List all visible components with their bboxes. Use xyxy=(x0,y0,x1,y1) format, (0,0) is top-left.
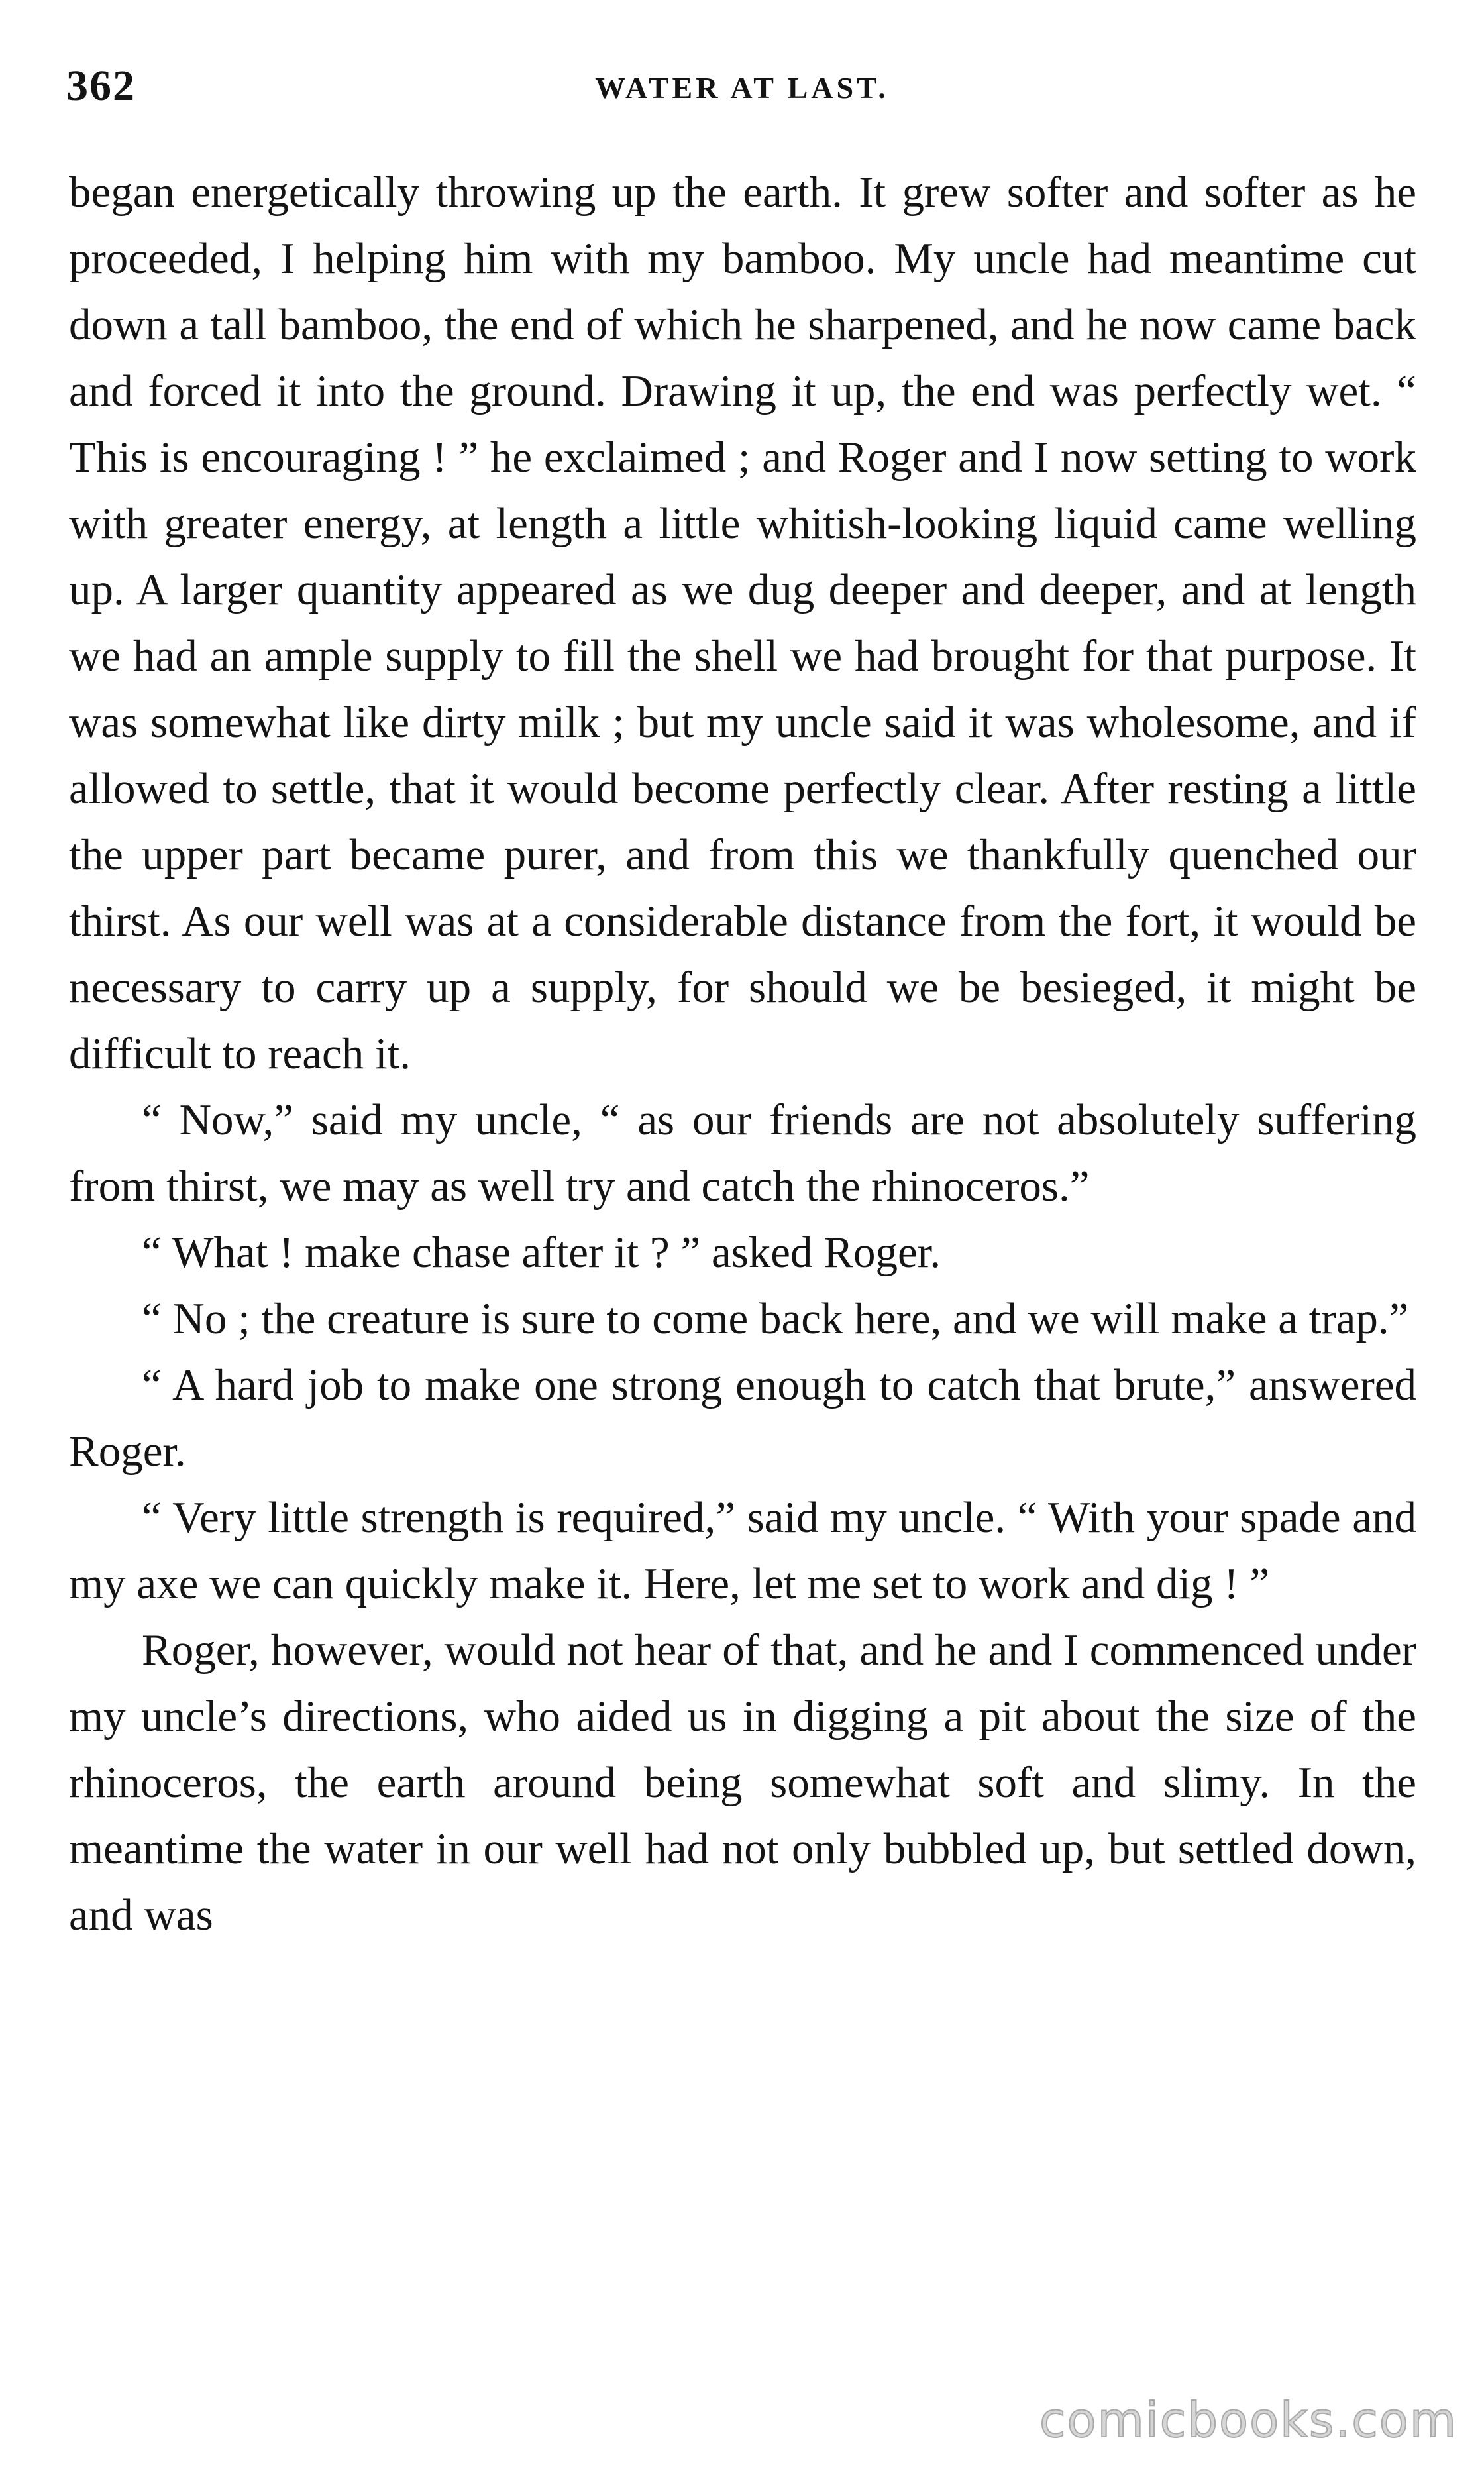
paragraph-make-trap: “ No ; the creature is sure to come back here, and we will make a trap.” xyxy=(142,1294,1409,1343)
running-head xyxy=(66,61,1418,121)
paragraph-digging-pit: Roger, however, would not hear of that, and he and I commenced under my uncle’s directions, who aided us in digging a pit about the size of the rhinoceros, the earth around being somewhat soft and slimy. In the meantime the water in our well had not only bubbled up, but settled down, and was xyxy=(69,1625,1416,1940)
running-title: WATER AT LAST. xyxy=(595,71,889,105)
watermark: comicbooks.com xyxy=(1039,2392,1458,2448)
paragraph-little-strength: “ Very little strength is required,” said my uncle. “ With your spade and my axe we can quickly make it. Here, let me set to work and dig ! ” xyxy=(69,1493,1416,1608)
paragraph-hard-job: “ A hard job to make one strong enough to catch that brute,” answered Roger. xyxy=(69,1360,1416,1476)
paragraph-roger-chase: “ What ! make chase after it ? ” asked Roger. xyxy=(142,1228,941,1277)
page-number: 362 xyxy=(66,62,136,110)
body-text xyxy=(69,159,1416,1948)
paragraph-continued: began energetically throwing up the earth. It grew softer and softer as he proceeded, I helping him with my bamboo. My uncle had meantime cut down a tall bamboo, the end of which he sharpened, and he now came back and forced it into the ground. Drawing it up, the end was perfectly wet. “ This is encouraging ! ” he exclaimed ; and Roger and I now setting to work with greater energy, at length a little whitish-looking liquid came welling up. A larger quantity appeared as we dug deeper and deeper, and at length we had an ample supply to fill the shell we had brought for that purpose. It was somewhat like dirty milk ; but my uncle said it was wholesome, and if allowed to settle, that it would become perfectly clear. After resting a little the upper part became purer, and from this we thankfully quenched our thirst. As our well was at a considerable distance from the fort, it would be necessary to carry up a supply, for should we be besieged, it might be difficult to reach it. xyxy=(69,168,1416,1078)
paragraph-uncle-rhinoceros: “ Now,” said my uncle, “ as our friends are not absolutely suffering from thirst, we may as well try and catch the rhinoceros.” xyxy=(69,1095,1416,1211)
